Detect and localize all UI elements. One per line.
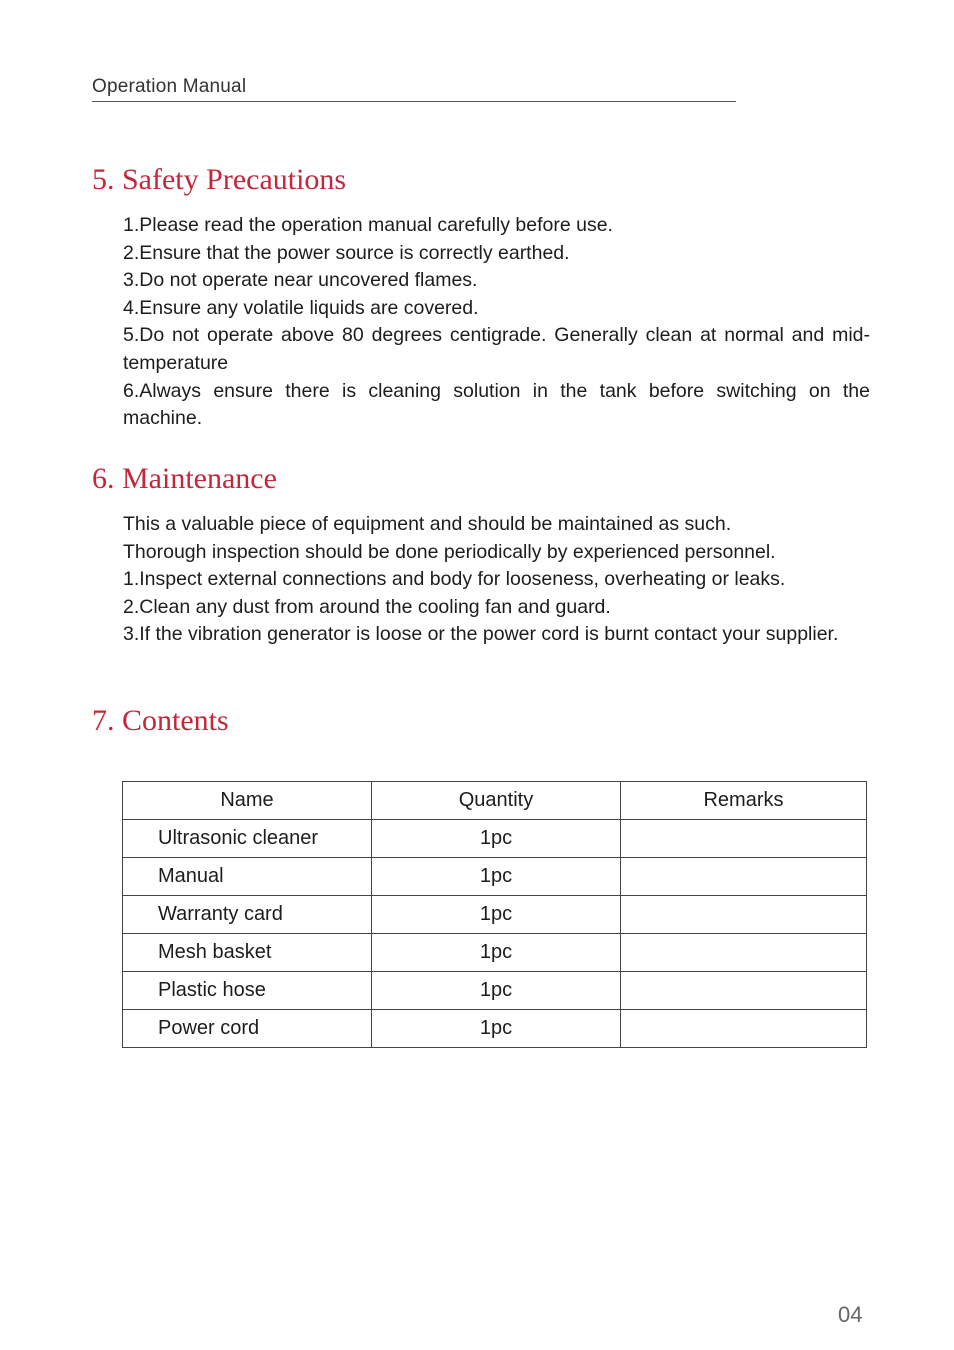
item-name-cell: Warranty card xyxy=(123,896,372,934)
item-quantity-cell: 1pc xyxy=(372,1010,621,1048)
item-remarks-cell xyxy=(621,972,867,1010)
item-quantity-cell: 1pc xyxy=(372,896,621,934)
item-remarks-cell xyxy=(621,1010,867,1048)
item-name-cell: Power cord xyxy=(123,1010,372,1048)
table-row xyxy=(123,934,867,972)
manual-title: Operation Manual xyxy=(92,76,247,97)
item-name-cell: Plastic hose xyxy=(123,972,372,1010)
item-quantity-cell: 1pc xyxy=(372,934,621,972)
column-header-remarks: Remarks xyxy=(621,782,867,820)
list-item: 3.If the vibration generator is loose or the power cord is burnt contact your supplier. xyxy=(123,623,839,646)
item-name-cell: Manual xyxy=(123,858,372,896)
table-row xyxy=(123,896,867,934)
item-name-cell: Ultrasonic cleaner xyxy=(123,820,372,858)
table-row xyxy=(123,858,867,896)
item-remarks-cell xyxy=(621,896,867,934)
table-row xyxy=(123,820,867,858)
contents-heading: 7. Contents xyxy=(92,704,229,737)
maintenance-intro-line: This a valuable piece of equipment and should be maintained as such. xyxy=(123,513,732,535)
maintenance-heading: 6. Maintenance xyxy=(92,462,277,495)
table-row xyxy=(123,1010,867,1048)
maintenance-intro-line: Thorough inspection should be done periodically by experienced personnel. xyxy=(123,540,776,563)
item-quantity-cell: 1pc xyxy=(372,972,621,1010)
list-item: 2.Clean any dust from around the cooling fan and guard. xyxy=(123,595,611,618)
item-remarks-cell xyxy=(621,820,867,858)
safety-precautions-heading: 5. Safety Precautions xyxy=(92,163,347,196)
item-quantity-cell: 1pc xyxy=(372,820,621,858)
table-row xyxy=(123,972,867,1010)
list-item: 6.Always ensure there is cleaning solution in the tank before switching on the machine. xyxy=(123,379,870,430)
list-item: 2.Ensure that the power source is correctly earthed. xyxy=(123,241,570,264)
safety-precautions-list xyxy=(123,212,870,433)
page-number: 04 xyxy=(838,1302,863,1327)
list-item: 4.Ensure any volatile liquids are covered. xyxy=(123,296,479,319)
list-item: 1.Inspect external connections and body for looseness, overheating or leaks. xyxy=(123,568,786,591)
list-item: 3.Do not operate near uncovered flames. xyxy=(123,269,478,292)
maintenance-text xyxy=(123,511,870,649)
column-header-quantity: Quantity xyxy=(372,782,621,820)
column-header-name: Name xyxy=(123,782,372,820)
list-item: 1.Please read the operation manual carefully before use. xyxy=(123,214,613,236)
item-name-cell: Mesh basket xyxy=(123,934,372,972)
item-remarks-cell xyxy=(621,934,867,972)
table-header-row xyxy=(123,782,867,820)
item-remarks-cell xyxy=(621,858,867,896)
list-item: 5.Do not operate above 80 degrees centigrade. Generally clean at normal and mid-temperature xyxy=(123,324,870,374)
item-quantity-cell: 1pc xyxy=(372,858,621,896)
page-header xyxy=(92,76,736,102)
contents-table xyxy=(122,781,867,1048)
